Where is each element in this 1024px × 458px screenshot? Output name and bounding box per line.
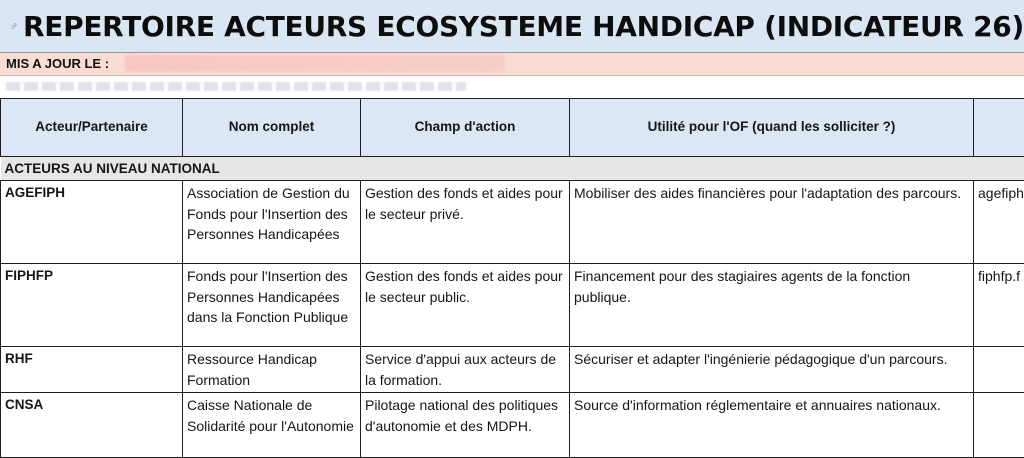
section-label[interactable]: ACTEURS AU NIVEAU NATIONAL <box>1 157 1024 181</box>
link-icon <box>10 8 17 44</box>
cell-usefulness[interactable]: Sécuriser et adapter l'ingénierie pédagogique d'un parcours. <box>570 347 974 393</box>
cell-scope[interactable]: Service d'appui aux acteurs de la formation. <box>361 347 570 393</box>
column-header-usefulness[interactable]: Utilité pour l'OF (quand les solliciter ?) <box>570 99 974 157</box>
cell-site[interactable] <box>974 347 1024 393</box>
cell-full-name[interactable]: Ressource Handicap Formation <box>183 347 361 393</box>
cell-scope[interactable]: Gestion des fonds et aides pour le secteur privé. <box>361 181 570 264</box>
cell-site[interactable]: agefiph <box>974 181 1024 264</box>
header-row <box>1 99 1024 157</box>
section-row-national <box>1 157 1024 181</box>
cell-full-name[interactable]: Fonds pour l'Insertion des Personnes Handicapées dans la Fonction Publique <box>183 264 361 347</box>
cell-full-name[interactable]: Association de Gestion du Fonds pour l'Insertion des Personnes Handicapées <box>183 181 361 264</box>
faded-text <box>6 82 466 91</box>
update-label: MIS A JOUR LE : <box>6 56 109 71</box>
table-row <box>1 181 1024 264</box>
column-header-scope[interactable]: Champ d'action <box>361 99 570 157</box>
cell-acronym[interactable]: RHF <box>1 347 183 393</box>
update-row[interactable] <box>0 53 1024 76</box>
cell-usefulness[interactable]: Source d'information réglementaire et annuaires nationaux. <box>570 393 974 458</box>
cell-site[interactable] <box>974 393 1024 458</box>
column-header-site[interactable] <box>974 99 1024 157</box>
cell-scope[interactable]: Gestion des fonds et aides pour le secteur public. <box>361 264 570 347</box>
actors-table <box>0 98 1024 458</box>
table-row <box>1 347 1024 393</box>
cell-scope[interactable]: Pilotage national des politiques d'autonomie et des MDPH. <box>361 393 570 458</box>
cell-usefulness[interactable]: Financement pour des stagiaires agents de la fonction publique. <box>570 264 974 347</box>
cell-site[interactable]: fiphfp.f <box>974 264 1024 347</box>
cell-full-name[interactable]: Caisse Nationale de Solidarité pour l'Autonomie <box>183 393 361 458</box>
sheet-title: REPERTOIRE ACTEURS ECOSYSTEME HANDICAP (INDICATEUR 26) <box>23 10 1024 43</box>
cell-acronym[interactable]: FIPHFP <box>1 264 183 347</box>
title-row[interactable] <box>0 0 1024 53</box>
column-header-actor[interactable]: Acteur/Partenaire <box>1 99 183 157</box>
faded-row[interactable] <box>0 76 1024 99</box>
cell-acronym[interactable]: CNSA <box>1 393 183 458</box>
blurred-date <box>125 55 505 72</box>
cell-acronym[interactable]: AGEFIPH <box>1 181 183 264</box>
table-row <box>1 393 1024 458</box>
column-header-full-name[interactable]: Nom complet <box>183 99 361 157</box>
table-row <box>1 264 1024 347</box>
cell-usefulness[interactable]: Mobiliser des aides financières pour l'adaptation des parcours. <box>570 181 974 264</box>
